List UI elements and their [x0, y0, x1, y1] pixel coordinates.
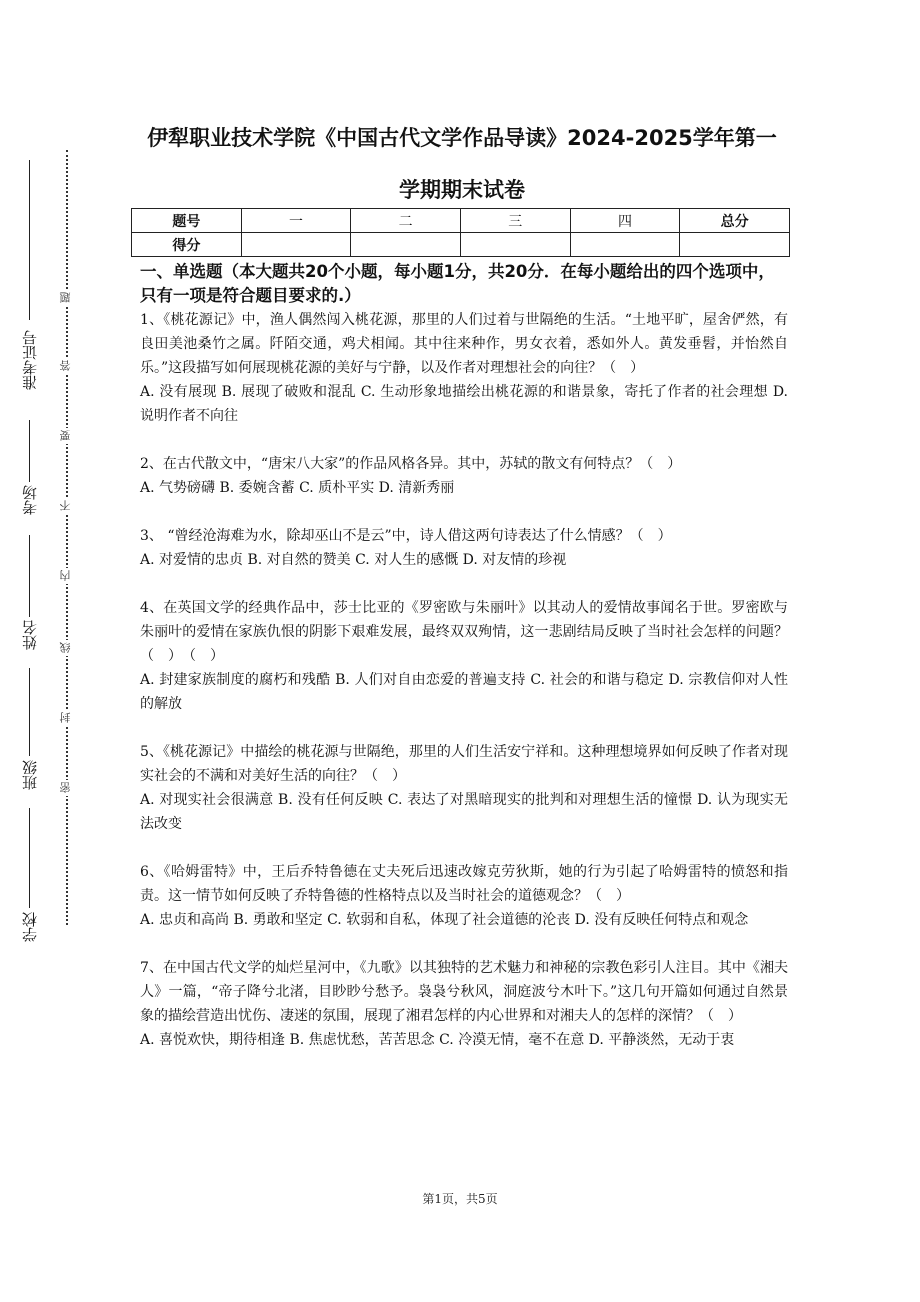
- seal-char: 题: [58, 290, 74, 306]
- question-item: [140, 740, 788, 836]
- binding-underline: [29, 668, 30, 756]
- exam-number-label: 准考证号: [21, 330, 39, 390]
- score-table-score-row: [132, 233, 790, 257]
- score-table-header-row: [132, 209, 790, 233]
- question-item: [140, 452, 788, 500]
- question-stem: 2、在古代散文中，“唐宋八大家”的作品风格各异。其中，苏轼的散文有何特点？（ ）: [140, 456, 682, 472]
- class-label: 班级: [21, 760, 39, 790]
- question-item: [140, 860, 788, 932]
- score-table-header-cell: 四: [570, 209, 680, 233]
- exam-content: [140, 260, 788, 1052]
- question-options: A. 封建家族制度的腐朽和残酷 B. 人们对自由恋爱的普遍支持 C. 社会的和谐与稳定 D. 宗教信仰对人性的解放: [140, 672, 788, 712]
- score-table-header-cell: 题号: [132, 209, 242, 233]
- question-options: A. 气势磅礴 B. 委婉含蓄 C. 质朴平实 D. 清新秀丽: [140, 480, 455, 496]
- seal-char: 密: [58, 780, 74, 796]
- seal-char: 封: [58, 710, 74, 726]
- seal-char: 要: [58, 428, 74, 444]
- school-label: 学校: [21, 912, 39, 942]
- question-item: [140, 524, 788, 572]
- seal-char: 线: [58, 640, 74, 656]
- question-options: A. 对现实社会很满意 B. 没有任何反映 C. 表达了对黑暗现实的批判和对理想生活的憧憬 D. 认为现实无法改变: [140, 792, 788, 832]
- question-stem: 4、在英国文学的经典作品中，莎士比亚的《罗密欧与朱丽叶》以其动人的爱情故事闻名于世。罗密欧与朱丽叶的爱情在家族仇恨的阴影下艰难发展，最终双双殉情，这一悲剧结局反映了当时社会怎样的问题？（ ） （ ）: [140, 600, 788, 664]
- seal-dashed-line: [66, 150, 68, 925]
- seal-char: 内: [58, 568, 74, 584]
- question-stem: 6、《哈姆雷特》中，王后乔特鲁德在丈夫死后迅速改嫁克劳狄斯，她的行为引起了哈姆雷特的愤怒和指责。这一情节如何反映了乔特鲁德的性格特点以及当时社会的道德观念？（ ）: [140, 864, 788, 904]
- score-table-header-cell: 二: [351, 209, 461, 233]
- exam-title-line1: 伊犁职业技术学院《中国古代文学作品导读》2024-2025学年第一: [147, 126, 777, 150]
- question-options: A. 忠贞和高尚 B. 勇敢和坚定 C. 软弱和自私，体现了社会道德的沦丧 D. 没有反映任何特点和观念: [140, 912, 749, 928]
- question-options: A. 喜悦欢快，期待相逢 B. 焦虑忧愁，苦苦思念 C. 冷漠无情，毫不在意 D. 平静淡然，无动于衷: [140, 1032, 735, 1048]
- score-table-header-cell: 一: [241, 209, 351, 233]
- section-heading: 一、单选题（本大题共20个小题，每小题1分，共20分．在每小题给出的四个选项中，只有一项是符合题目要求的.）: [140, 262, 775, 305]
- binding-underline: [29, 808, 30, 908]
- exam-room-label: 考场: [21, 485, 39, 515]
- binding-underline: [29, 535, 30, 617]
- score-cell[interactable]: [351, 233, 461, 257]
- question-stem: 3、 “曾经沧海难为水，除却巫山不是云”中，诗人借这两句诗表达了什么情感？（ ）: [140, 528, 672, 544]
- binding-underline: [29, 420, 30, 482]
- question-stem: 1、《桃花源记》中，渔人偶然闯入桃花源，那里的人们过着与世隔绝的生活。“土地平旷，屋舍俨然，有良田美池桑竹之属。阡陌交通，鸡犬相闻。其中往来种作，男女衣着，悉如外人。黄发垂髫，并怡然自乐。”这段描写如何展现桃花源的美好与宁静，以及作者对理想社会的向往？（ ）: [140, 312, 788, 376]
- question-stem: 5、《桃花源记》中描绘的桃花源与世隔绝，那里的人们生活安宁祥和。这种理想境界如何反映了作者对现实社会的不满和对美好生活的向往？（ ）: [140, 744, 788, 784]
- name-label: 姓名: [21, 620, 39, 650]
- page-footer: 第1页，共5页: [422, 1192, 498, 1206]
- seal-char: 答: [58, 358, 74, 374]
- seal-char: 不: [58, 498, 74, 514]
- question-item: [140, 308, 788, 428]
- score-row-label: 得分: [132, 233, 242, 257]
- score-table: [131, 208, 790, 257]
- score-cell[interactable]: [460, 233, 570, 257]
- score-table-header-cell: 三: [460, 209, 570, 233]
- question-item: [140, 596, 788, 716]
- score-cell[interactable]: [570, 233, 680, 257]
- exam-title-line2: 学期期末试卷: [399, 178, 525, 202]
- question-stem: 7、在中国古代文学的灿烂星河中，《九歌》以其独特的艺术魅力和神秘的宗教色彩引人注目。其中《湘夫人》一篇，“帝子降兮北渚，目眇眇兮愁予。袅袅兮秋风，洞庭波兮木叶下。”这几句开篇如何通过自然景象的描绘营造出忧伤、凄迷的氛围，展现了湘君怎样的内心世界和对湘夫人的怎样的深情？（ ）: [140, 960, 788, 1024]
- question-item: [140, 956, 788, 1052]
- score-cell[interactable]: [241, 233, 351, 257]
- question-options: A. 对爱情的忠贞 B. 对自然的赞美 C. 对人生的感慨 D. 对友情的珍视: [140, 552, 567, 568]
- binding-underline: [29, 160, 30, 320]
- question-options: A. 没有展现 B. 展现了破败和混乱 C. 生动形象地描绘出桃花源的和谐景象，寄托了作者的社会理想 D. 说明作者不向往: [140, 384, 788, 424]
- score-table-header-cell: 总分: [680, 209, 790, 233]
- binding-margin: [0, 0, 120, 1302]
- score-cell[interactable]: [680, 233, 790, 257]
